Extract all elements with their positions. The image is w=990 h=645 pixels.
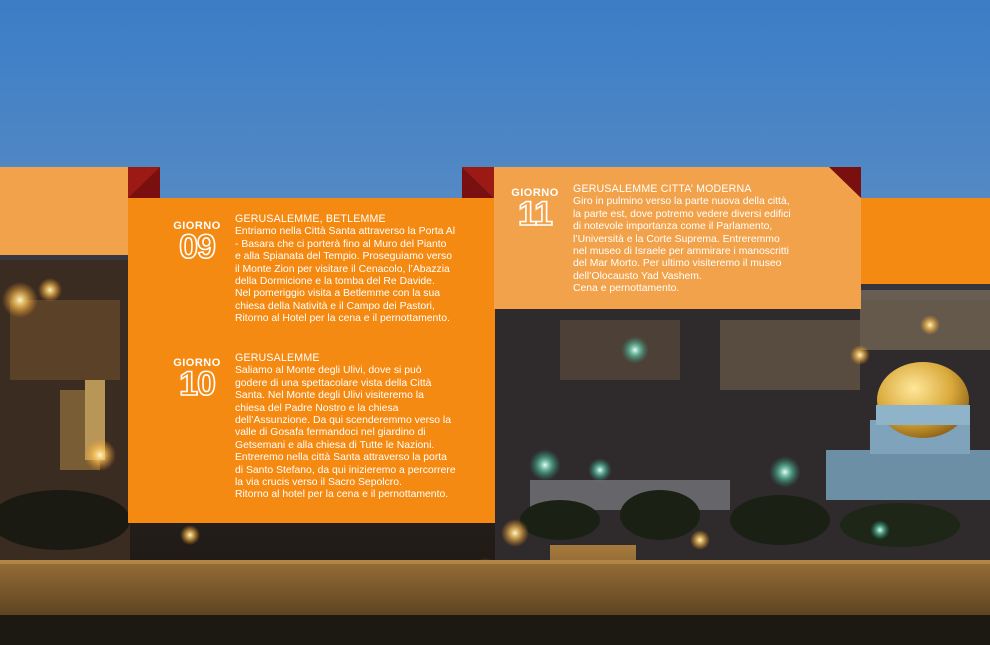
body-line: - Basara che ci porterà fino al Muro del Pianto: [235, 238, 447, 250]
day-title: GERUSALEMME: [235, 352, 320, 364]
body-line: nel museo di Israele per ammirare i manoscritti: [573, 246, 789, 258]
body-line: Saliamo al Monte degli Ulivi, dove si può: [235, 365, 422, 377]
body-line: dell’Olocausto Yad Vashem.: [573, 270, 702, 282]
body-line: e alla Spianata del Tempio. Proseguiamo verso: [235, 251, 452, 263]
day-number: 09: [179, 228, 215, 266]
body-line: Getsemani e alla chiesa di Tutte le Nazioni.: [235, 439, 435, 451]
day-11-text: [573, 183, 828, 296]
body-line: valle di Gosafa fermandoci nel giardino di: [235, 427, 426, 439]
body-line: della Dormicione e la tomba del Re Davide.: [235, 276, 435, 288]
body-line: di Santo Stefano, da qui inizieremo a percorrere: [235, 464, 456, 476]
day-title: GERUSALEMME, BETLEMME: [235, 213, 386, 225]
day-title: GERUSALEMME CITTA’ MODERNA: [573, 183, 752, 195]
body-line: Giro in pulmino verso la parte nuova della città,: [573, 196, 790, 208]
body-line: Entriamo nella Città Santa attraverso la Porta Al: [235, 226, 456, 238]
body-line: di notevole importanza come il Parlamento,: [573, 221, 773, 233]
day-10-badge: [172, 357, 222, 403]
body-line: l’Università e la Corte Suprema. Entreremmo: [573, 233, 780, 245]
day-09-text: [235, 213, 490, 326]
day-word: GIORNO: [511, 187, 559, 199]
day-word: GIORNO: [173, 357, 221, 369]
body-line: la via crucis verso il Sacro Sepolcro.: [235, 477, 402, 489]
day-number: 11: [518, 195, 552, 233]
body-line: Ritorno al Hotel per la cena e il pernottamento.: [235, 313, 450, 325]
day-word: GIORNO: [173, 220, 221, 232]
body-line: il Monte Zion per visitare il Cenacolo, l’Abazzia: [235, 263, 450, 275]
body-line: la parte est, dove potremo vedere diversi edifici: [573, 208, 791, 220]
body-line: Santa. Nel Monte degli Ulivi visiteremo la: [235, 390, 424, 402]
body-line: Ritorno al hotel per la cena e il pernottamento.: [235, 489, 449, 501]
day-number: 10: [179, 365, 215, 403]
body-line: chiesa del Padre Nostro e la chiesa: [235, 402, 399, 414]
body-line: Cena e pernottamento.: [573, 283, 680, 295]
body-line: dell’Assunzione. Da qui scenderemmo verso la: [235, 415, 452, 427]
body-line: Nel pomeriggio visita a Betlemme con la sua: [235, 288, 441, 300]
body-line: del Mar Morto. Per ultimo visiteremo il museo: [573, 258, 782, 270]
body-line: chiesa della Natività e il Campo dei Pastori,: [235, 300, 435, 312]
day-11-badge: [510, 187, 560, 233]
day-09-badge: [172, 220, 222, 266]
body-line: godere di una spettacolare vista della Città: [235, 377, 432, 389]
day-10-text: [235, 352, 490, 502]
body-line: Entreremo nella città Santa attraverso la porta: [235, 452, 447, 464]
